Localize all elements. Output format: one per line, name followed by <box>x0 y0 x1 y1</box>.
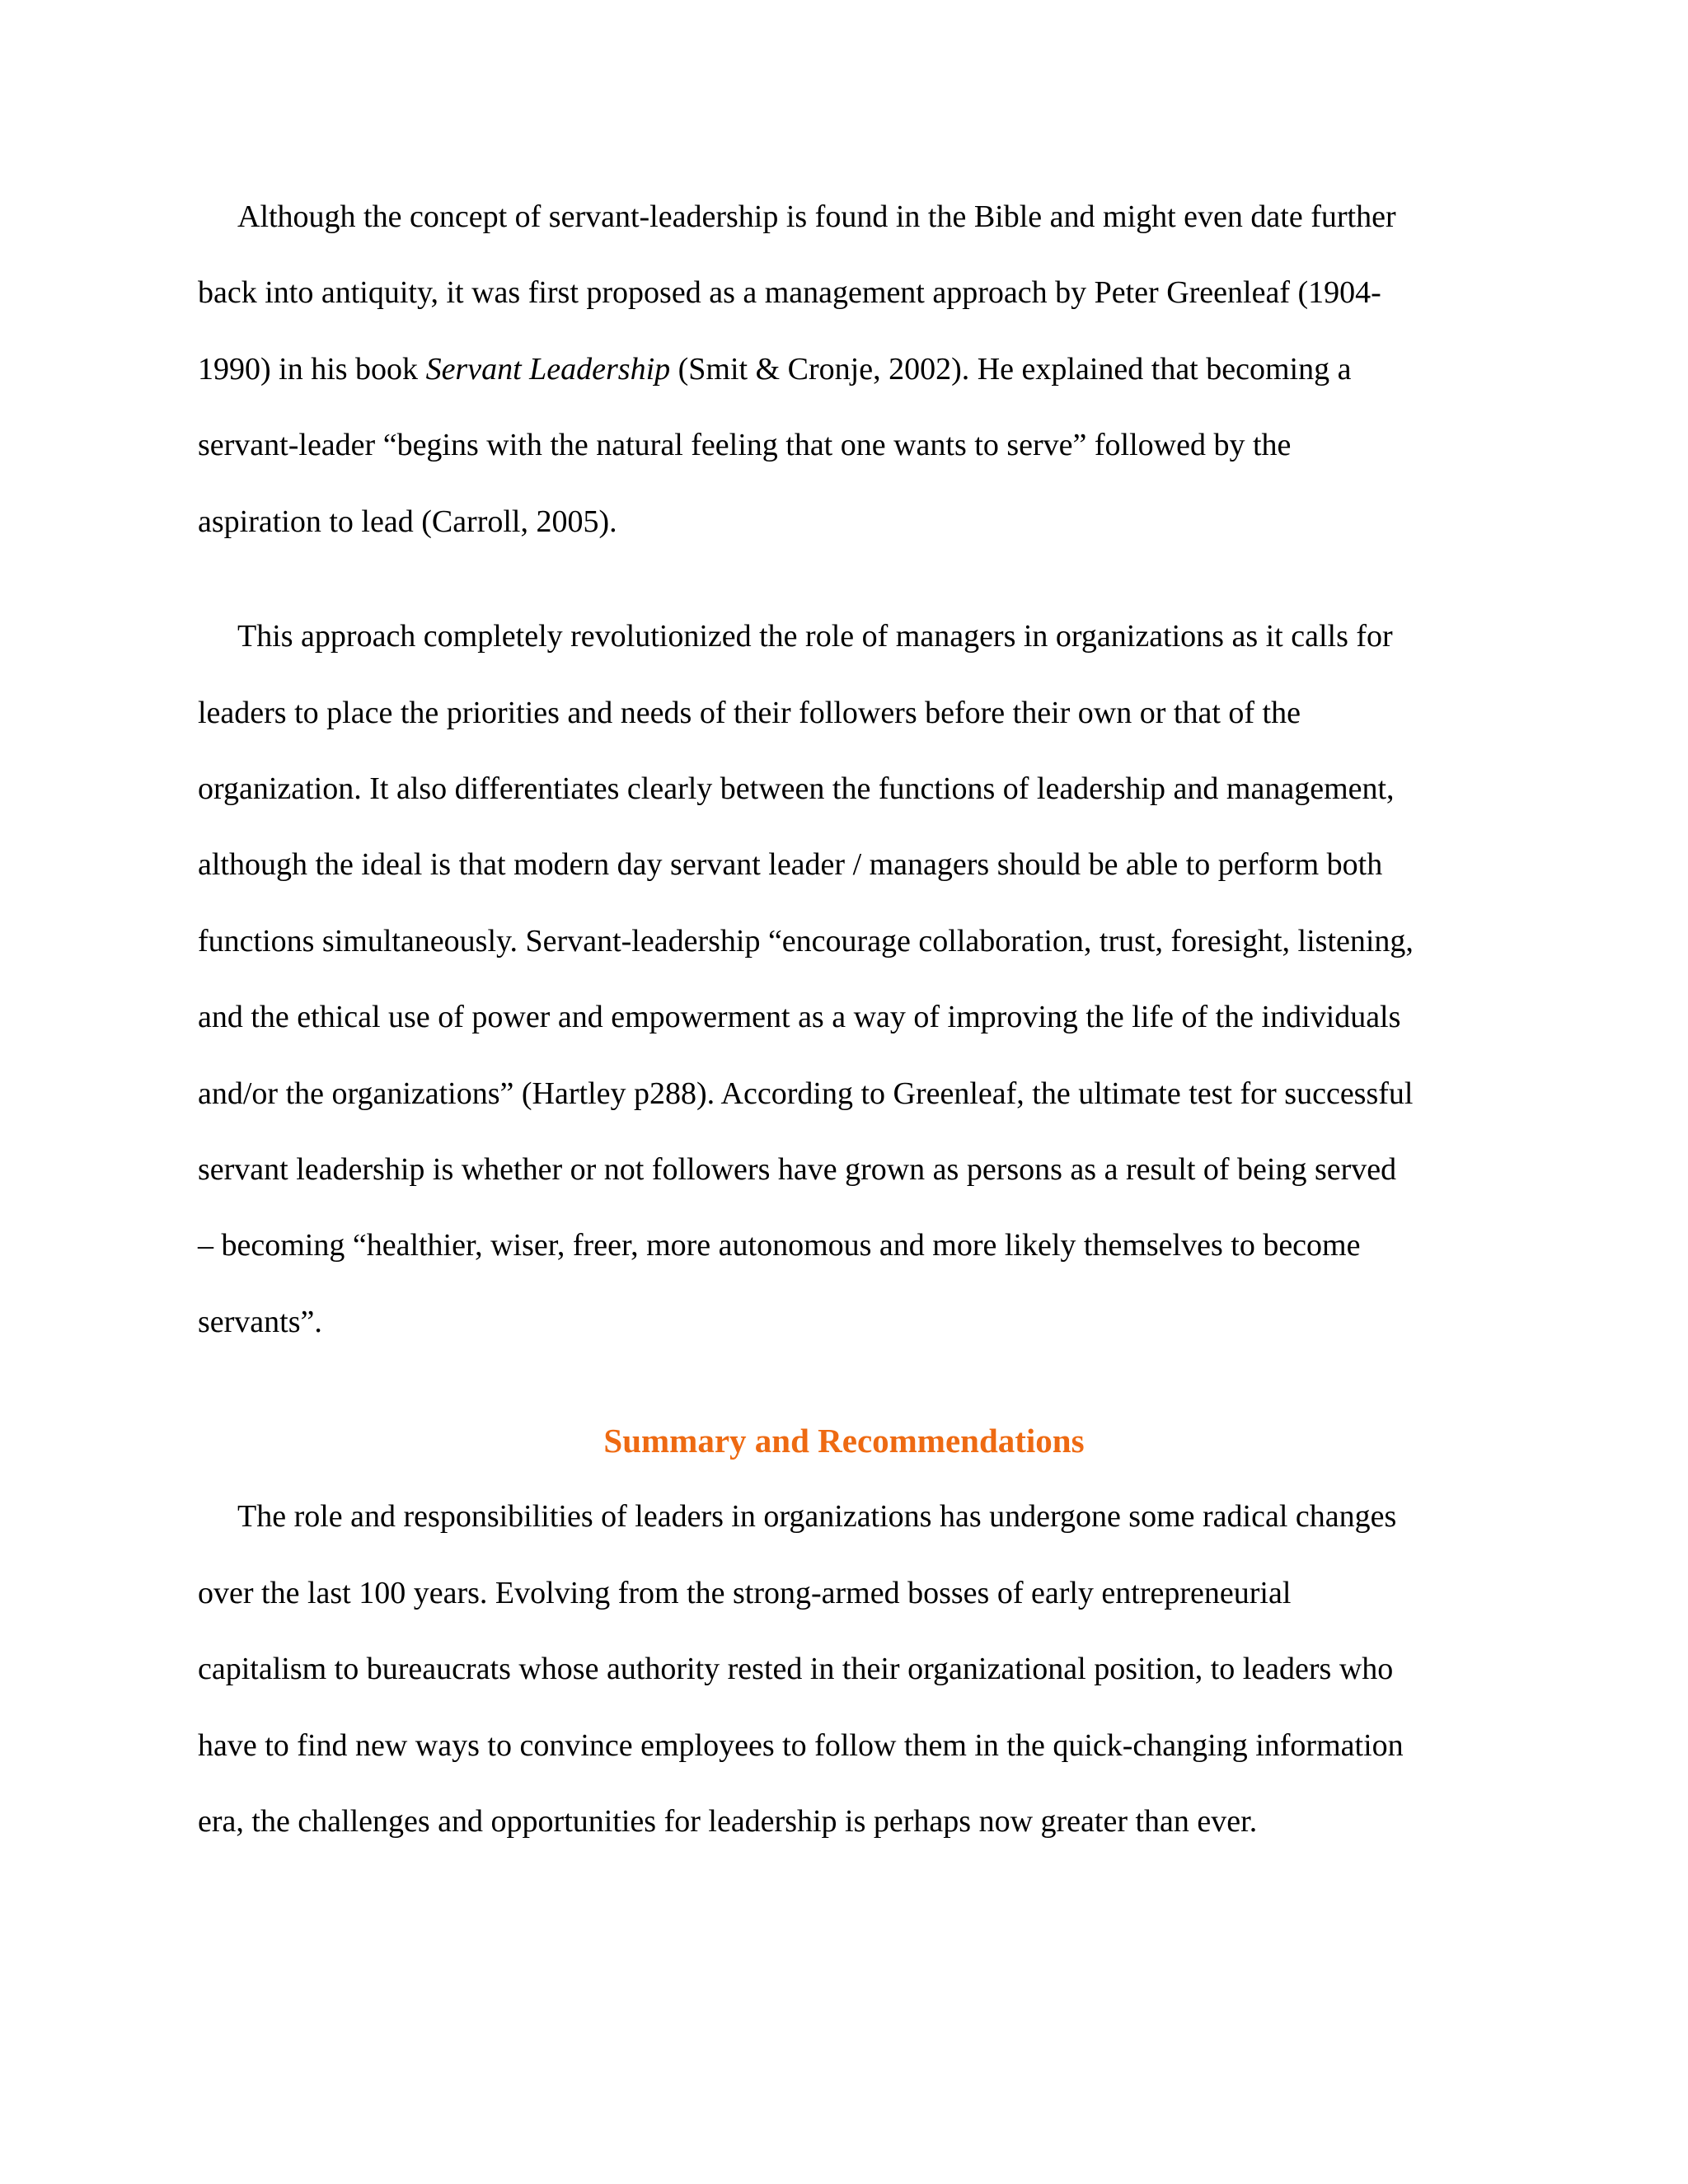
paragraph-2-line-7: and/or the organizations” (Hartley p288). According to Greenleaf, the ultimate test for successful <box>198 1076 1414 1111</box>
section-heading: Summary and Recommendations <box>603 1422 1085 1460</box>
line-3-text-after: (Smit & Cronje, 2002). He explained that becoming a <box>670 352 1352 387</box>
paragraph-3-line-4: have to find new ways to convince employees to follow them in the quick-changing information <box>198 1728 1404 1763</box>
paragraph-2-line-8: servant leadership is whether or not followers have grown as persons as a result of being served <box>198 1152 1397 1187</box>
paragraph-1-line-3 <box>198 349 1351 390</box>
paragraph-1-line-1: Although the concept of servant-leadership is found in the Bible and might even date further <box>237 199 1396 234</box>
paragraph-1-line-5: aspiration to lead (Carroll, 2005). <box>198 504 617 539</box>
paragraph-1-line-2: back into antiquity, it was first proposed as a management approach by Peter Greenleaf (1904- <box>198 275 1381 310</box>
paragraph-2-line-1: This approach completely revolutionized the role of managers in organizations as it calls for <box>237 619 1393 654</box>
book-title: Servant Leadership <box>425 352 671 387</box>
paragraph-2-line-4: although the ideal is that modern day servant leader / managers should be able to perform both <box>198 847 1383 882</box>
paragraph-2-line-6: and the ethical use of power and empowerment as a way of improving the life of the individuals <box>198 1000 1401 1034</box>
paragraph-2-line-3: organization. It also differentiates clearly between the functions of leadership and management, <box>198 771 1395 806</box>
paragraph-2-line-2: leaders to place the priorities and needs of their followers before their own or that of the <box>198 696 1301 730</box>
paragraph-2-line-9: – becoming “healthier, wiser, freer, more autonomous and more likely themselves to become <box>198 1228 1361 1263</box>
paragraph-3-line-5: era, the challenges and opportunities for leadership is perhaps now greater than ever. <box>198 1804 1258 1839</box>
paragraph-2-line-5: functions simultaneously. Servant-leadership “encourage collaboration, trust, foresight, listening, <box>198 924 1414 958</box>
paragraph-3-line-1: The role and responsibilities of leaders in organizations has undergone some radical changes <box>237 1499 1397 1534</box>
paragraph-3-line-3: capitalism to bureaucrats whose authority rested in their organizational position, to leaders who <box>198 1652 1394 1686</box>
paragraph-1-line-4: servant-leader “begins with the natural feeling that one wants to serve” followed by the <box>198 428 1292 462</box>
line-3-text-before: 1990) in his book <box>198 352 426 387</box>
paragraph-3-line-2: over the last 100 years. Evolving from the strong-armed bosses of early entrepreneurial <box>198 1576 1292 1610</box>
paragraph-2-line-10: servants”. <box>198 1305 322 1339</box>
